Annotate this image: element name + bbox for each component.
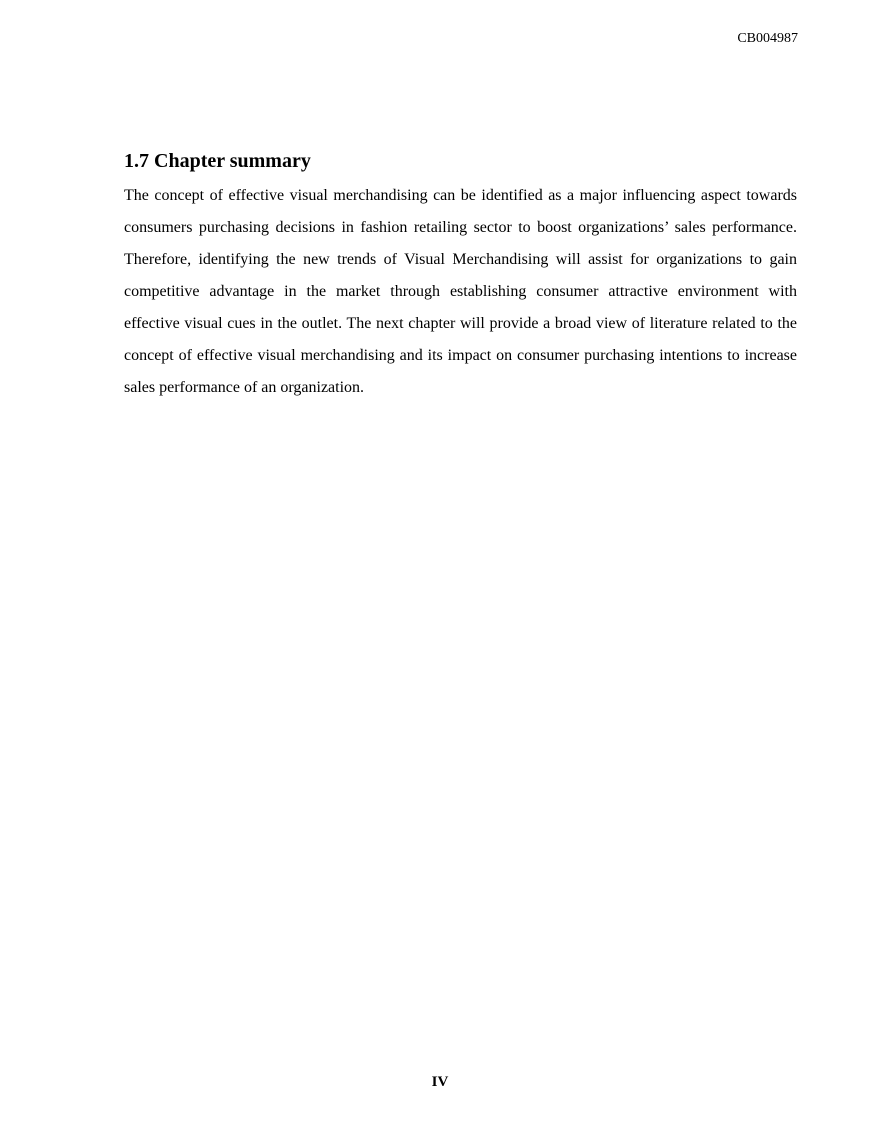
chapter-summary-section [124,148,797,404]
section-paragraph: The concept of effective visual merchandising can be identified as a major influencing aspect towards consumers purchasing decisions in fashion retailing sector to boost organizations’ sales performance. Therefore, identifying the new trends of Visual Merchandising will assist for organizations to gain competitive advantage in the market through establishing consumer attractive environment with effective visual cues in the outlet. The next chapter will provide a broad view of literature related to the concept of effective visual merchandising and its impact on consumer purchasing intentions to increase sales performance of an organization. [124,187,797,396]
section-heading: 1.7 Chapter summary [124,150,311,172]
page-number: IV [431,1074,449,1090]
document-id: CB004987 [737,31,798,46]
